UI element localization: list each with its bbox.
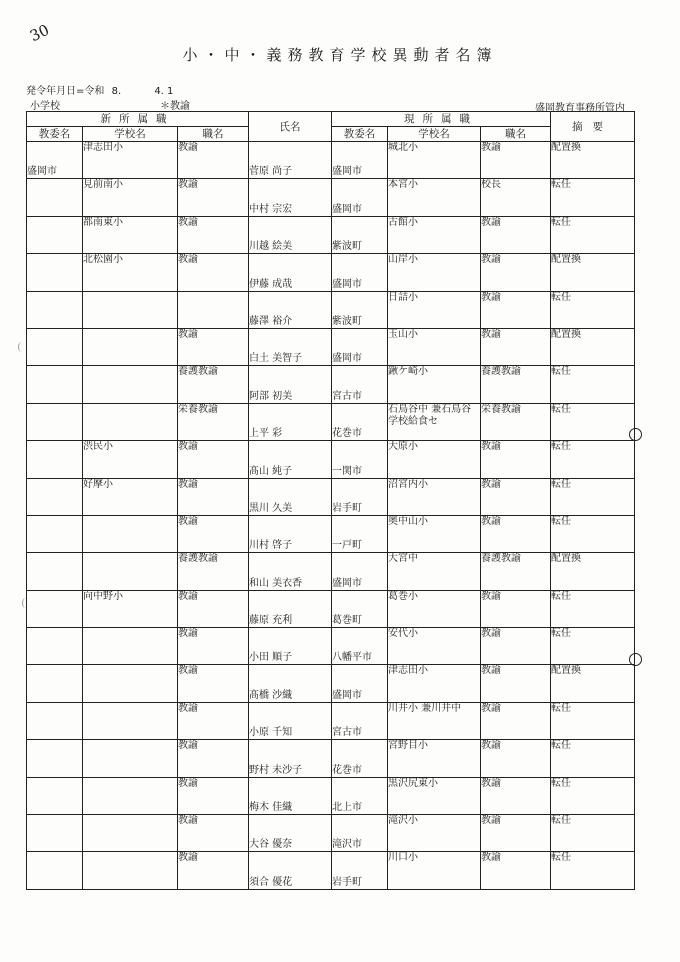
- new-board-cell: [27, 553, 83, 590]
- new-board-cell: [27, 403, 83, 440]
- remarks-cell: 転任: [551, 852, 635, 889]
- current-position-cell: 教諭: [481, 142, 551, 179]
- current-board-cell: 一戸町: [332, 515, 388, 552]
- table-row: [27, 216, 635, 253]
- page-number-mark: 30: [27, 20, 53, 46]
- remarks-cell: 配置換: [551, 665, 635, 702]
- current-school-cell: 古館小: [388, 216, 481, 253]
- current-position-cell: 教諭: [481, 291, 551, 328]
- table-row: [27, 142, 635, 179]
- name-cell: 梅木 佳織: [249, 777, 332, 814]
- current-board-cell: 宮古市: [332, 366, 388, 403]
- table-row: [27, 815, 635, 852]
- new-board-cell: [27, 366, 83, 403]
- new-position-cell: 教諭: [178, 815, 249, 852]
- issue-date-month-day: 4. 1: [154, 86, 174, 97]
- new-school-cell: [83, 852, 178, 889]
- table-row: [27, 441, 635, 478]
- current-school-cell: 大原小: [388, 441, 481, 478]
- current-board-cell: 花巻市: [332, 740, 388, 777]
- current-board-cell: 紫波町: [332, 291, 388, 328]
- header-current-post: 現所属職: [332, 112, 551, 127]
- current-school-cell: 石鳥谷中 兼石鳥谷学校給食セ: [388, 403, 481, 440]
- remarks-cell: 転任: [551, 179, 635, 216]
- current-school-cell: 黒沢尻東小: [388, 777, 481, 814]
- current-position-cell: 教諭: [481, 740, 551, 777]
- current-school-cell: 城北小: [388, 142, 481, 179]
- new-school-cell: 北松園小: [83, 254, 178, 291]
- name-cell: 野村 未沙子: [249, 740, 332, 777]
- current-position-cell: 教諭: [481, 702, 551, 739]
- new-board-cell: [27, 628, 83, 665]
- table-row: [27, 291, 635, 328]
- remarks-cell: 転任: [551, 403, 635, 440]
- new-school-cell: [83, 628, 178, 665]
- new-position-cell: 教諭: [178, 515, 249, 552]
- table-row: [27, 590, 635, 627]
- new-position-cell: 教諭: [178, 702, 249, 739]
- table-row: [27, 740, 635, 777]
- name-cell: 中村 宗宏: [249, 179, 332, 216]
- issue-date: [26, 82, 173, 97]
- current-position-cell: 教諭: [481, 777, 551, 814]
- table-row: [27, 628, 635, 665]
- current-board-cell: 滝沢市: [332, 815, 388, 852]
- new-board-cell: [27, 441, 83, 478]
- remarks-cell: 転任: [551, 291, 635, 328]
- punch-hole-circle: [629, 653, 642, 666]
- current-position-cell: 教諭: [481, 515, 551, 552]
- new-school-cell: 渋民小: [83, 441, 178, 478]
- remarks-cell: 転任: [551, 478, 635, 515]
- new-position-cell: [178, 291, 249, 328]
- current-board-cell: 葛巻町: [332, 590, 388, 627]
- new-position-cell: 養護教諭: [178, 553, 249, 590]
- remarks-cell: 転任: [551, 777, 635, 814]
- current-board-cell: 一関市: [332, 441, 388, 478]
- binding-mark: [22, 598, 29, 608]
- new-board-cell: [27, 665, 83, 702]
- table-row: [27, 366, 635, 403]
- name-cell: 上平 彩: [249, 403, 332, 440]
- new-board-cell: [27, 291, 83, 328]
- new-school-cell: 向中野小: [83, 590, 178, 627]
- table-row: [27, 777, 635, 814]
- jurisdiction: 盛岡教育事務所管内: [535, 103, 625, 114]
- new-position-cell: 教諭: [178, 216, 249, 253]
- new-school-cell: [83, 291, 178, 328]
- new-position-cell: 教諭: [178, 590, 249, 627]
- current-position-cell: 教諭: [481, 815, 551, 852]
- name-cell: 阿部 初美: [249, 366, 332, 403]
- new-position-cell: 栄養教諭: [178, 403, 249, 440]
- new-board-cell: [27, 216, 83, 253]
- current-board-cell: 紫波町: [332, 216, 388, 253]
- remarks-cell: 転任: [551, 740, 635, 777]
- name-cell: 髙橋 沙織: [249, 665, 332, 702]
- new-board-cell: [27, 815, 83, 852]
- current-position-cell: 教諭: [481, 628, 551, 665]
- current-school-cell: 大宮中: [388, 553, 481, 590]
- current-position-cell: 教諭: [481, 254, 551, 291]
- new-position-cell: 教諭: [178, 179, 249, 216]
- header-new-board: 教委名: [27, 127, 83, 142]
- header-remarks: 摘要: [551, 112, 635, 142]
- current-school-cell: 安代小: [388, 628, 481, 665]
- remarks-cell: 配置換: [551, 254, 635, 291]
- current-position-cell: 栄養教諭: [481, 403, 551, 440]
- new-board-cell: [27, 478, 83, 515]
- new-position-cell: 教諭: [178, 254, 249, 291]
- current-school-cell: 本宮小: [388, 179, 481, 216]
- issue-date-label: 発令年月日=令和: [26, 86, 105, 97]
- current-board-cell: 盛岡市: [332, 254, 388, 291]
- new-board-cell: 盛岡市: [27, 142, 83, 179]
- new-position-cell: 教諭: [178, 628, 249, 665]
- new-board-cell: [27, 179, 83, 216]
- remarks-cell: 配置換: [551, 553, 635, 590]
- roster-body: [27, 142, 635, 890]
- new-board-cell: [27, 852, 83, 889]
- current-school-cell: 沼宮内小: [388, 478, 481, 515]
- current-position-cell: 教諭: [481, 852, 551, 889]
- current-school-cell: 宮野目小: [388, 740, 481, 777]
- current-position-cell: 校長: [481, 179, 551, 216]
- table-row: [27, 179, 635, 216]
- remarks-cell: 転任: [551, 590, 635, 627]
- current-board-cell: 盛岡市: [332, 179, 388, 216]
- table-row: [27, 852, 635, 889]
- table-row: [27, 403, 635, 440]
- name-cell: 伊藤 成哉: [249, 254, 332, 291]
- new-board-cell: [27, 254, 83, 291]
- new-school-cell: [83, 740, 178, 777]
- current-board-cell: 盛岡市: [332, 665, 388, 702]
- transfer-roster-table: [26, 111, 635, 890]
- name-cell: 藤澤 裕介: [249, 291, 332, 328]
- current-school-cell: 川井小 兼川井中: [388, 702, 481, 739]
- new-school-cell: [83, 328, 178, 365]
- new-school-cell: 都南東小: [83, 216, 178, 253]
- current-board-cell: 岩手町: [332, 852, 388, 889]
- new-school-cell: [83, 403, 178, 440]
- name-cell: 髙山 純子: [249, 441, 332, 478]
- new-school-cell: [83, 777, 178, 814]
- remarks-cell: 転任: [551, 815, 635, 852]
- school-type: 小学校: [30, 101, 60, 112]
- current-position-cell: 養護教諭: [481, 553, 551, 590]
- new-school-cell: [83, 665, 178, 702]
- current-school-cell: 滝沢小: [388, 815, 481, 852]
- current-school-cell: 山岸小: [388, 254, 481, 291]
- current-board-cell: 盛岡市: [332, 142, 388, 179]
- new-school-cell: 津志田小: [83, 142, 178, 179]
- current-school-cell: 津志田小: [388, 665, 481, 702]
- new-position-cell: 養護教諭: [178, 366, 249, 403]
- name-cell: 黒川 久美: [249, 478, 332, 515]
- current-board-cell: 花巻市: [332, 403, 388, 440]
- binding-mark: [18, 342, 25, 352]
- current-board-cell: 岩手町: [332, 478, 388, 515]
- current-board-cell: 八幡平市: [332, 628, 388, 665]
- current-board-cell: 宮古市: [332, 702, 388, 739]
- new-position-cell: 教諭: [178, 441, 249, 478]
- current-position-cell: 教諭: [481, 478, 551, 515]
- name-cell: 白土 美智子: [249, 328, 332, 365]
- header-new-school: 学校名: [83, 127, 178, 142]
- punch-hole-circle: [629, 428, 642, 441]
- new-position-cell: 教諭: [178, 852, 249, 889]
- name-cell: 小原 千知: [249, 702, 332, 739]
- new-board-cell: [27, 515, 83, 552]
- new-board-cell: [27, 777, 83, 814]
- table-row: [27, 702, 635, 739]
- current-school-cell: 日詰小: [388, 291, 481, 328]
- header-new-position: 職名: [178, 127, 249, 142]
- new-school-cell: [83, 515, 178, 552]
- current-school-cell: 玉山小: [388, 328, 481, 365]
- name-cell: 和山 美衣香: [249, 553, 332, 590]
- remarks-cell: 転任: [551, 216, 635, 253]
- header-new-post: 新所属職: [27, 112, 249, 127]
- header-cur-position: 職名: [481, 127, 551, 142]
- current-board-cell: 北上市: [332, 777, 388, 814]
- new-board-cell: [27, 328, 83, 365]
- current-board-cell: 盛岡市: [332, 328, 388, 365]
- table-row: [27, 254, 635, 291]
- new-school-cell: [83, 553, 178, 590]
- current-board-cell: 盛岡市: [332, 553, 388, 590]
- new-school-cell: [83, 815, 178, 852]
- new-school-cell: [83, 366, 178, 403]
- table-row: [27, 478, 635, 515]
- header-cur-board: 教委名: [332, 127, 388, 142]
- name-cell: 藤原 充利: [249, 590, 332, 627]
- remarks-cell: 転任: [551, 366, 635, 403]
- current-position-cell: 教諭: [481, 441, 551, 478]
- remarks-cell: 転任: [551, 628, 635, 665]
- issue-date-year: 8.: [111, 86, 122, 97]
- current-position-cell: 教諭: [481, 590, 551, 627]
- new-school-cell: 好摩小: [83, 478, 178, 515]
- new-school-cell: 見前南小: [83, 179, 178, 216]
- current-position-cell: 教諭: [481, 665, 551, 702]
- table-row: [27, 665, 635, 702]
- table-row: [27, 553, 635, 590]
- current-school-cell: 鍬ケ崎小: [388, 366, 481, 403]
- current-position-cell: 教諭: [481, 216, 551, 253]
- header-name: 氏名: [249, 112, 332, 142]
- new-board-cell: [27, 590, 83, 627]
- current-position-cell: 養護教諭: [481, 366, 551, 403]
- remarks-cell: 配置換: [551, 142, 635, 179]
- document-title: 小・中・義務教育学校異動者名簿: [182, 46, 498, 64]
- new-position-cell: 教諭: [178, 777, 249, 814]
- current-school-cell: 葛巻小: [388, 590, 481, 627]
- current-school-cell: 奥中山小: [388, 515, 481, 552]
- new-position-cell: 教諭: [178, 740, 249, 777]
- name-cell: 小田 順子: [249, 628, 332, 665]
- header-cur-school: 学校名: [388, 127, 481, 142]
- new-board-cell: [27, 740, 83, 777]
- name-cell: 須合 優花: [249, 852, 332, 889]
- current-position-cell: 教諭: [481, 328, 551, 365]
- new-position-cell: 教諭: [178, 478, 249, 515]
- new-board-cell: [27, 702, 83, 739]
- new-position-cell: 教諭: [178, 328, 249, 365]
- current-school-cell: 川口小: [388, 852, 481, 889]
- job-type: ＊教諭: [160, 101, 190, 112]
- remarks-cell: 転任: [551, 702, 635, 739]
- name-cell: 川村 啓子: [249, 515, 332, 552]
- new-position-cell: 教諭: [178, 665, 249, 702]
- remarks-cell: 転任: [551, 441, 635, 478]
- table-row: [27, 515, 635, 552]
- name-cell: 川越 絵美: [249, 216, 332, 253]
- name-cell: 菅原 尚子: [249, 142, 332, 179]
- remarks-cell: 転任: [551, 515, 635, 552]
- remarks-cell: 配置換: [551, 328, 635, 365]
- new-school-cell: [83, 702, 178, 739]
- table-row: [27, 328, 635, 365]
- new-position-cell: 教諭: [178, 142, 249, 179]
- name-cell: 大谷 優奈: [249, 815, 332, 852]
